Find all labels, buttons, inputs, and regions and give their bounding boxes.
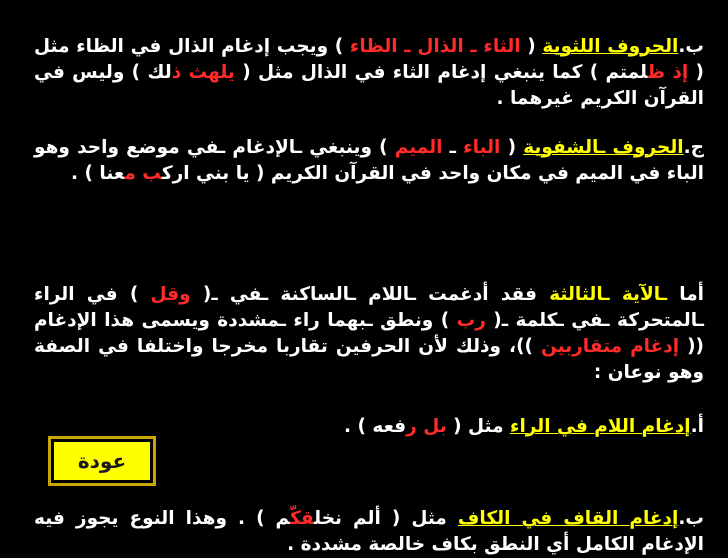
text-fragment: لمتم <box>605 62 648 83</box>
letter-dha: الظاء <box>349 36 398 57</box>
back-button-label: عودة <box>77 449 127 473</box>
section-heading: ـالآية ـالثالثة <box>549 284 668 305</box>
section-heading: الحروف ـالشفوية <box>523 137 684 158</box>
text-fragment: ) في الراء ـالمتحركة ـفي ـكلمة ـ( <box>34 284 704 331</box>
item-prefix: ب. <box>678 508 704 529</box>
text-fragment: ) وينبغي ـالإدغام ـفي موضع واحد وهو الباء في الميم في مكان واحد في القرآن الكريم ( يا بني ارك <box>34 137 704 184</box>
text-fragment: ) ويجب إدغام الذال في الظاء مثل ( <box>34 36 704 83</box>
text-fragment: أما <box>667 284 704 305</box>
example-highlight: بل ر <box>406 416 447 437</box>
section-heading: الحروف اللثوية <box>542 36 679 57</box>
example-highlight: ب م <box>124 163 162 184</box>
text-fragment: فعه ) . <box>344 416 407 437</box>
text-fragment: ) وليس في القرآن الكريم غيرهما . <box>34 62 704 109</box>
letter-ba: الباء <box>463 137 501 158</box>
text-fragment: فقد أدغمت ـاللام ـالساكنة ـفي ـ( <box>190 284 550 305</box>
letter-dhal: الذال <box>417 36 464 57</box>
text-fragment: لك <box>147 62 172 83</box>
paragraph-third-verse <box>34 282 704 386</box>
text-fragment: ) ونطق ـبهما راء ـمشددة ويسمى هذا الإدغام (( <box>34 310 705 357</box>
text-fragment: عنا ) . <box>71 163 125 184</box>
letter-mim: الميم <box>394 137 443 158</box>
example-highlight: قكّ <box>290 508 315 529</box>
section-prefix: ب. <box>678 36 704 57</box>
separator: ـ <box>397 36 418 57</box>
separator: ـ <box>442 137 464 158</box>
back-button[interactable] <box>48 436 156 486</box>
term-highlight: إدغام متقاربين <box>541 336 680 357</box>
example-highlight: إذ ظ <box>647 62 689 83</box>
section-prefix: ج. <box>683 137 704 158</box>
text-fragment: ) كما ينبغي إدغام الثاء في الذال مثل ( <box>234 62 606 83</box>
text-fragment: م ) . وهذا النوع يجوز فيه الإدغام الكامل أي النطق بكاف خالصة مشددة . <box>34 508 704 555</box>
text-fragment: ( <box>500 137 524 158</box>
example-highlight: وقل <box>150 284 191 305</box>
example-highlight: رب <box>456 310 486 331</box>
text-fragment: ( <box>520 36 543 57</box>
separator: ـ <box>463 36 484 57</box>
item-prefix: أ. <box>690 416 704 437</box>
letter-tha: الثاء <box>483 36 521 57</box>
text-fragment: مثل ( <box>446 416 510 437</box>
example-highlight: يلهث ذ <box>171 62 235 83</box>
item-heading: إدغام القاف في الكاف <box>457 508 679 529</box>
paragraph-labial-dental-letters <box>34 34 704 112</box>
list-item-qaf-kaf <box>34 506 704 558</box>
text-fragment: ))، وذلك لأن الحرفين تقاربا مخرجا واختلفا في الصفة وهو نوعان : <box>34 336 704 383</box>
paragraph-labial-letters <box>34 135 704 187</box>
item-heading: إدغام اللام في الراء <box>510 416 691 437</box>
text-fragment: مثل ( ألم نخل <box>314 508 458 529</box>
